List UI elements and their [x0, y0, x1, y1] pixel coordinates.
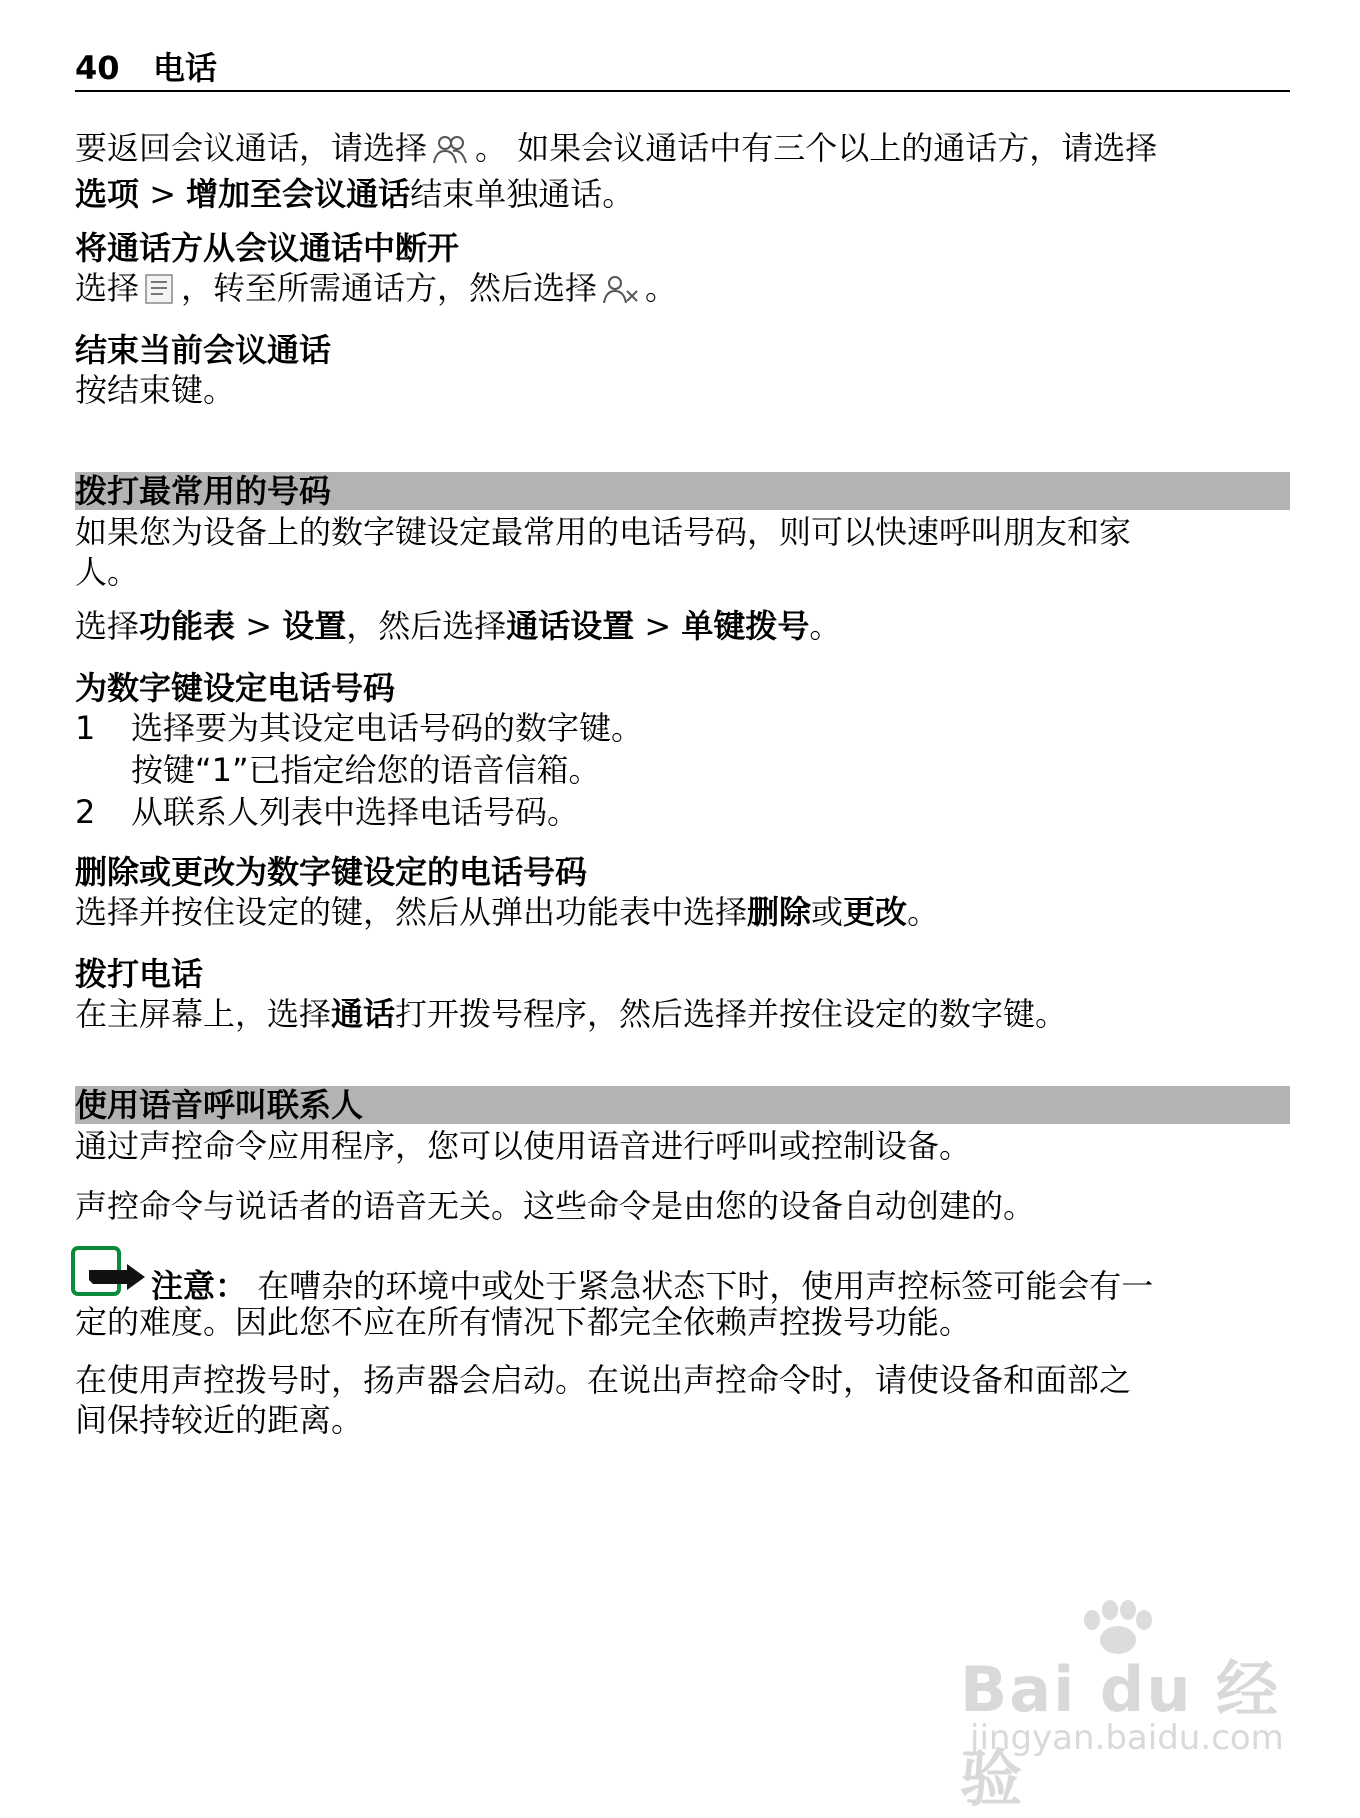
- page-header: [75, 48, 1290, 92]
- text-fragment: ，然后选择: [346, 607, 507, 645]
- heading-drop-participant: 将通话方从会议通话中断开: [75, 229, 460, 267]
- heading-make-call: 拨打电话: [75, 955, 204, 993]
- heading-delete-change: 删除或更改为数字键设定的电话号码: [75, 853, 588, 891]
- section-band-speed-dial: [75, 472, 1290, 510]
- section-title-voice-dialing: 使用语音呼叫联系人: [75, 1086, 364, 1124]
- baidu-watermark: [960, 1600, 1300, 1815]
- note-first-line: [151, 1266, 1153, 1306]
- text-fragment: 选择: [75, 607, 140, 645]
- text-fragment: 。: [809, 607, 842, 645]
- step-text: 从联系人列表中选择电话号码。: [131, 793, 580, 831]
- section-band-voice-dialing: [75, 1086, 1290, 1124]
- separator: >: [634, 607, 682, 645]
- section-title: 电话: [153, 49, 218, 87]
- watermark-url: jingyan.baidu.com: [970, 1718, 1284, 1758]
- text-fragment: 。: [645, 269, 678, 307]
- note-text: 在嘈杂的环境中或处于紧急状态下时，使用声控标签可能会有一: [257, 1267, 1154, 1305]
- text-fragment: ，转至所需通话方，然后选择: [181, 269, 598, 307]
- watermark-logo: Bai du 经验: [960, 1653, 1281, 1815]
- delete-change-paragraph: [75, 892, 1290, 932]
- step-number: 2: [75, 793, 96, 831]
- conference-icon: [431, 133, 471, 174]
- call-settings-label: 通话设置: [506, 607, 635, 645]
- drop-participant-icon: [601, 273, 641, 314]
- heading-assign-number: 为数字键设定电话号码: [75, 669, 396, 707]
- text-fragment: 打开拨号程序，然后选择并按住设定的数字键。: [395, 995, 1068, 1033]
- note-second-line: 定的难度。因此您不应在所有情况下都完全依赖声控拨号功能。: [75, 1303, 972, 1341]
- settings-label: 设置: [282, 607, 347, 645]
- speed-dial-intro: 如果您为设备上的数字键设定最常用的电话号码，则可以快速呼叫朋友和家人。: [75, 513, 1132, 591]
- step-text: 选择要为其设定电话号码的数字键。: [131, 709, 644, 747]
- text-fragment: 在主屏幕上，选择: [75, 995, 332, 1033]
- note-label: 注意：: [151, 1267, 248, 1305]
- menu-label: 功能表: [139, 607, 236, 645]
- delete-label: 删除: [747, 893, 812, 931]
- text-fragment: 选择并按住设定的键，然后从弹出功能表中选择: [75, 893, 748, 931]
- speed-dial-label: 单键拨号: [681, 607, 810, 645]
- section-title-speed-dial: 拨打最常用的号码: [75, 472, 332, 510]
- voice-speaker-independent: 声控命令与说话者的语音无关。这些命令是由您的设备自动创建的。: [75, 1187, 1036, 1225]
- options-label: 选项: [75, 175, 140, 213]
- text-fragment: 结束单独通话。: [410, 175, 635, 213]
- voice-intro: 通过声控命令应用程序，您可以使用语音进行呼叫或控制设备。: [75, 1127, 972, 1165]
- options-list-icon: [143, 273, 177, 314]
- separator: >: [235, 607, 283, 645]
- voice-speaker-note: 在使用声控拨号时，扬声器会启动。在说出声控命令时，请使设备和面部之间保持较近的距离。: [75, 1361, 1132, 1439]
- end-conference-text: 按结束键。: [75, 371, 236, 409]
- add-to-conference-label: 增加至会议通话: [186, 175, 411, 213]
- heading-end-conference: 结束当前会议通话: [75, 331, 332, 369]
- note-block: [75, 1246, 1290, 1346]
- note-hand-icon: [71, 1246, 147, 1305]
- page-number: 40: [75, 49, 120, 87]
- make-call-paragraph: [75, 994, 1290, 1034]
- text-fragment: 要返回会议通话，请选择: [75, 129, 428, 167]
- call-label: 通话: [331, 995, 396, 1033]
- change-label: 更改: [843, 893, 908, 931]
- speed-dial-path: [75, 606, 1290, 646]
- drop-participant-paragraph: [75, 268, 1290, 314]
- separator: >: [139, 175, 187, 213]
- text-fragment: 。 如果会议通话中有三个以上的通话方，请选择: [475, 129, 1158, 167]
- text-fragment: 选择: [75, 269, 140, 307]
- step-note: 按键“1”已指定给您的语音信箱。: [131, 751, 601, 789]
- text-fragment: 。: [907, 893, 940, 931]
- step-number: 1: [75, 709, 96, 747]
- conference-return-paragraph: [75, 128, 1290, 214]
- text-fragment: 或: [811, 893, 844, 931]
